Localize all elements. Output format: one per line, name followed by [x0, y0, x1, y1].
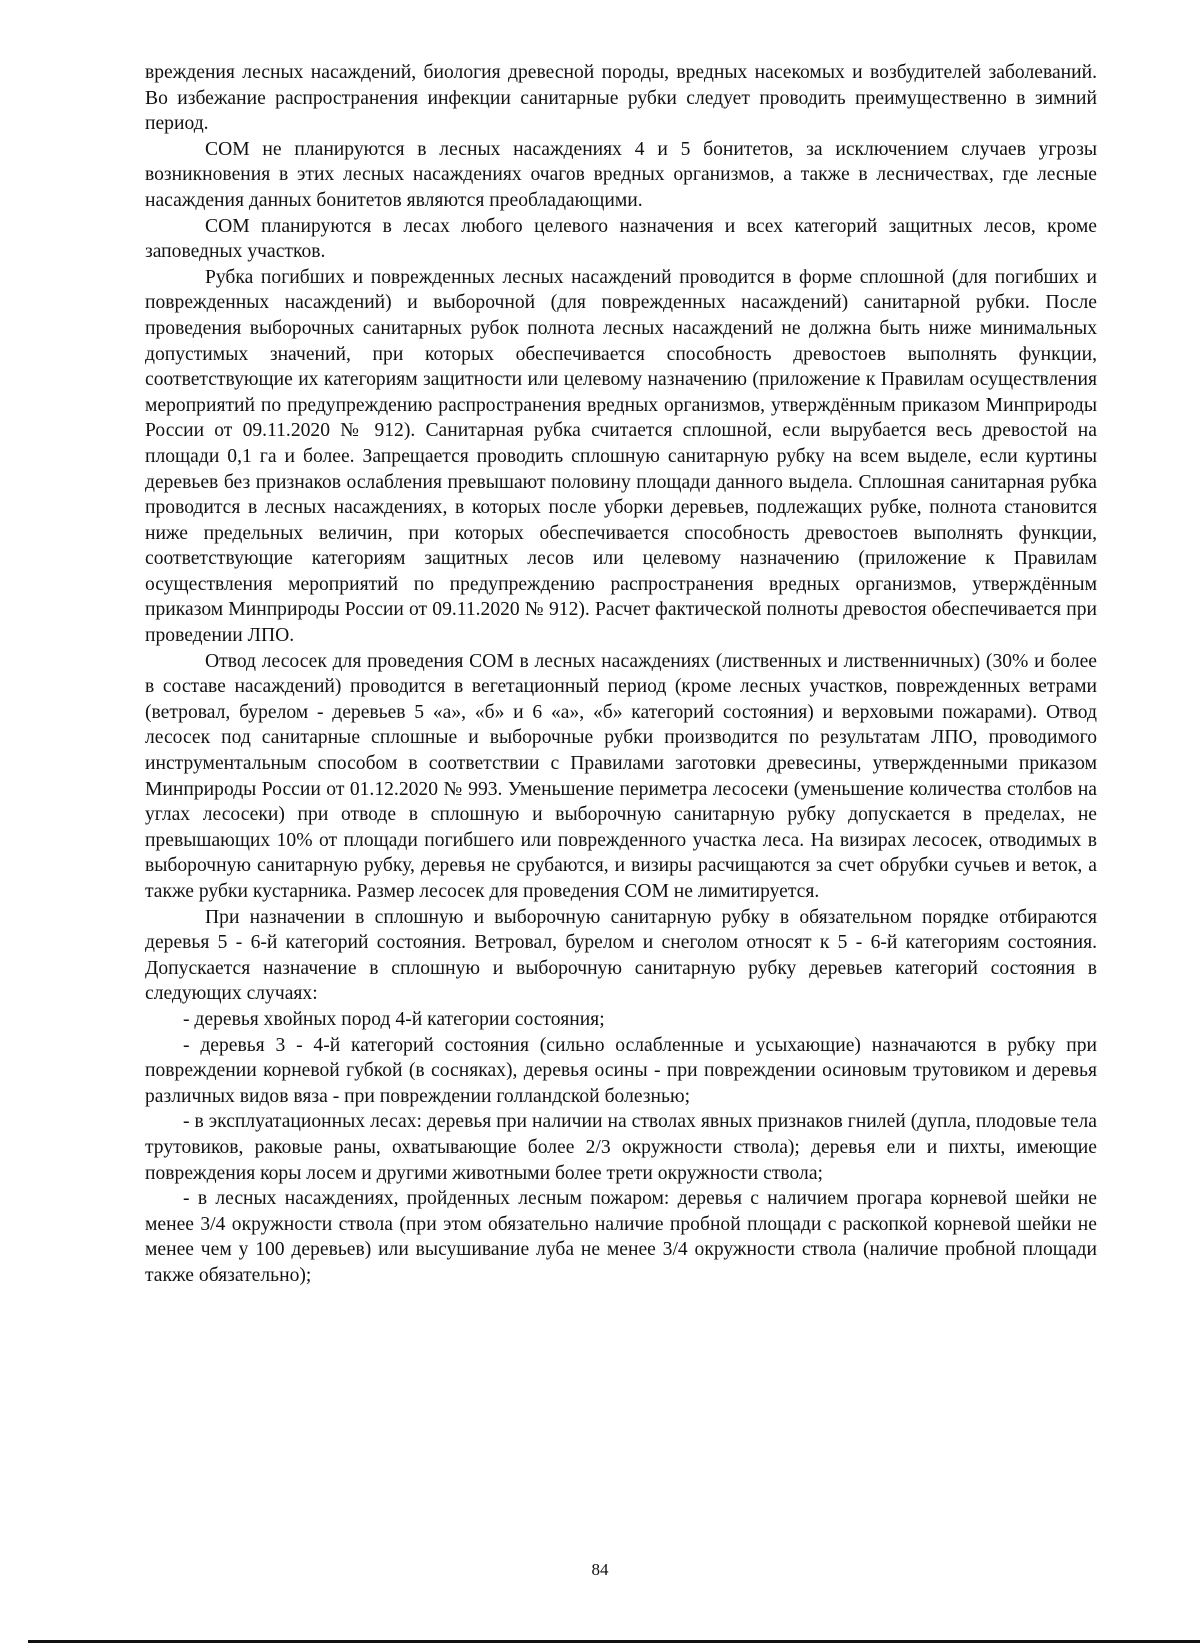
- bottom-rule: [28, 1640, 1200, 1643]
- page-number: 84: [591, 1560, 609, 1579]
- list-item: - в лесных насаждениях, пройденных лесным пожаром: деревья с наличием прогара корневой шейки не менее 3/4 окружности ствола (при этом обязательно наличие пробной площади с раскопкой корневой шейки не менее чем у 100 деревьев) или высушивание луба не менее 3/4 окружности ствола (наличие пробной площади также обязательно);: [145, 1188, 1097, 1286]
- paragraph: вреждения лесных насаждений, биология древесной породы, вредных насекомых и возбудителей заболеваний. Во избежание распространения инфекции санитарные рубки следует проводить преимущественно в зимний период.: [145, 62, 1097, 135]
- paragraph: СОМ не планируются в лесных насаждениях 4 и 5 бонитетов, за исключением случаев угрозы возникновения в этих лесных насаждениях очагов вредных организмов, а также в лесничествах, где лесные насаждения данных бонитетов являются преобладающими.: [145, 138, 1097, 211]
- list-item: - деревья 3 - 4-й категорий состояния (сильно ослабленные и усыхающие) назначаются в рубку при повреждении корневой губкой (в сосняках), деревья осины - при повреждении осиновым трутовиком и деревья различных видов вяза - при повреждении голландской болезнью;: [145, 1034, 1097, 1107]
- list-item: - деревья хвойных пород 4-й категории состояния;: [183, 1008, 605, 1030]
- paragraph: Рубка погибших и поврежденных лесных насаждений проводится в форме сплошной (для погибших и поврежденных насаждений) и выборочной (для поврежденных насаждений) санитарной рубки. После проведения выборочных санитарных рубок полнота лесных насаждений не должна быть ниже минимальных допустимых значений, при которых обеспечивается способность древостоев выполнять функции, соответствующие их категориям защитности или целевому назначению (приложение к Правилам осуществления мероприятий по предупреждению распространения вредных организмов, утверждённым приказом Минприроды России от 09.11.2020 № 912). Санитарная рубка считается сплошной, если вырубается весь древостой на площади 0,1 га и более. Запрещается проводить сплошную санитарную рубку на всем выделе, если куртины деревьев без признаков ослабления превышают половину площади данного выдела. Сплошная санитарная рубка проводится в лесных насаждениях, в которых после уборки деревьев, подлежащих рубке, полнота становится ниже предельных величин, при которых обеспечивается способность древостоев выполнять функции, соответствующие категориям защитных лесов или целевому назначению (приложение к Правилам осуществления мероприятий по предупреждению распространения вредных организмов, утверждённым приказом Минприроды России от 09.11.2020 № 912). Расчет фактической полноты древостоя обеспечивается при проведении ЛПО.: [145, 266, 1097, 647]
- document-body: [145, 60, 1097, 1289]
- list-item: - в эксплуатационных лесах: деревья при наличии на стволах явных признаков гнилей (дупла, плодовые тела трутовиков, раковые раны, охватывающие более 2/3 окружности ствола); деревья ели и пихты, имеющие повреждения коры лосем и другими животными более трети окружности ствола;: [145, 1111, 1097, 1184]
- paragraph: Отвод лесосек для проведения СОМ в лесных насаждениях (лиственных и лиственничных) (30% и более в составе насаждений) проводится в вегетационный период (кроме лесных участков, поврежденных ветрами (ветровал, бурелом - деревьев 5 «а», «б» и 6 «а», «б» категорий состояния) и верховыми пожарами). Отвод лесосек под санитарные сплошные и выборочные рубки производится по результатам ЛПО, проводимого инструментальным способом в соответствии с Правилами заготовки древесины, утвержденными приказом Минприроды России от 01.12.2020 № 993. Уменьшение периметра лесосеки (уменьшение количества столбов на углах лесосеки) при отводе в сплошную и выборочную санитарную рубку допускается в пределах, не превышающих 10% от площади погибшего или поврежденного участка леса. На визирах лесосек, отводимых в выборочную санитарную рубку, деревья не срубаются, и визиры расчищаются за счет обрубки сучьев и веток, а также рубки кустарника. Размер лесосек для проведения СОМ не лимитируется.: [145, 650, 1097, 902]
- paragraph: При назначении в сплошную и выборочную санитарную рубку в обязательном порядке отбираются деревья 5 - 6-й категорий состояния. Ветровал, бурелом и снеголом относят к 5 - 6-й категориям состояния. Допускается назначение в сплошную и выборочную санитарную рубку деревьев категорий состояния в следующих случаях:: [145, 906, 1097, 1005]
- paragraph: СОМ планируются в лесах любого целевого назначения и всех категорий защитных лесов, кроме заповедных участков.: [145, 215, 1097, 263]
